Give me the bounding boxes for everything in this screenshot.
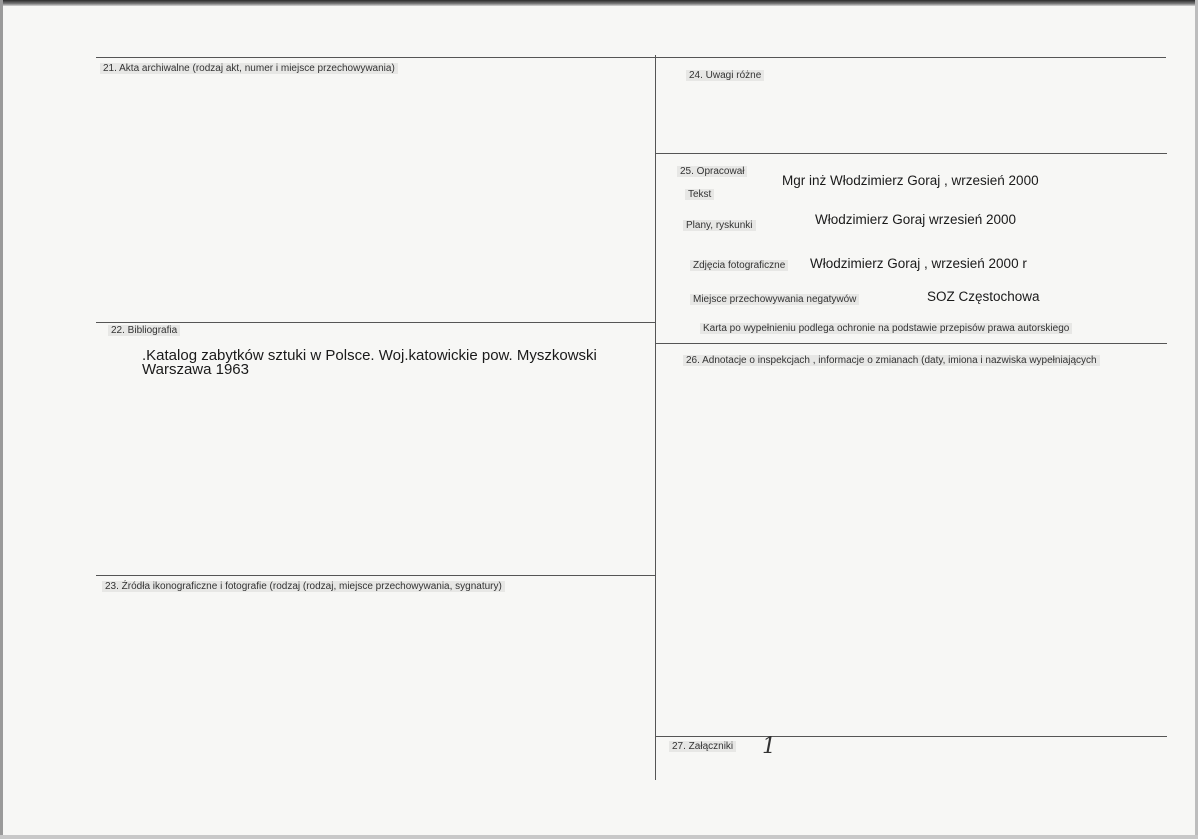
rule-25-26: [655, 343, 1167, 344]
section-23-label: 23. Źródła ikonograficzne i fotografie (rodzaj (rodzaj, miejsce przechowywania, sygnatury): [102, 581, 505, 592]
zdjecia-value: Włodzimierz Goraj , wrzesień 2000 r: [810, 256, 1027, 271]
bibliography-line-2: Warszawa 1963: [142, 361, 249, 378]
section-25-label: 25. Opracował: [677, 166, 747, 177]
scan-top-edge: [0, 0, 1198, 6]
scan-bottom-edge: [0, 835, 1198, 839]
miejsce-label: Miejsce przechowywania negatywów: [690, 294, 859, 305]
zdjecia-label: Zdjęcia fotograficzne: [690, 260, 788, 271]
rule-22-23: [96, 575, 656, 576]
scan-left-edge: [0, 0, 3, 839]
rule-21-22: [96, 322, 656, 323]
attachments-count: 1: [762, 734, 776, 759]
rule-26-27: [655, 736, 1167, 737]
miejsce-value: SOZ Częstochowa: [927, 289, 1040, 304]
copyright-note: Karta po wypełnieniu podlega ochronie na podstawie przepisów prawa autorskiego: [700, 323, 1072, 334]
section-24-label: 24. Uwagi różne: [686, 70, 764, 81]
bibliography-line-1: .Katalog zabytków sztuki w Polsce. Woj.katowickie pow. Myszkowski: [142, 347, 597, 364]
section-21-label: 21. Akta archiwalne (rodzaj akt, numer i miejsce przechowywania): [100, 63, 398, 74]
center-divider: [655, 55, 656, 780]
section-27-label: 27. Załączniki: [669, 741, 736, 752]
section-26-label: 26. Adnotacje o inspekcjach , informacje o zmianach (daty, imiona i nazwiska wypełniających: [683, 355, 1100, 366]
plany-label: Plany, ryskunki: [683, 220, 756, 231]
top-rule: [96, 57, 1166, 58]
tekst-value: Mgr inż Włodzimierz Goraj , wrzesień 2000: [782, 173, 1039, 188]
plany-value: Włodzimierz Goraj wrzesień 2000: [815, 212, 1017, 227]
rule-24-25: [655, 153, 1167, 154]
section-22-label: 22. Bibliografia: [108, 325, 180, 336]
tekst-label: Tekst: [685, 189, 714, 200]
